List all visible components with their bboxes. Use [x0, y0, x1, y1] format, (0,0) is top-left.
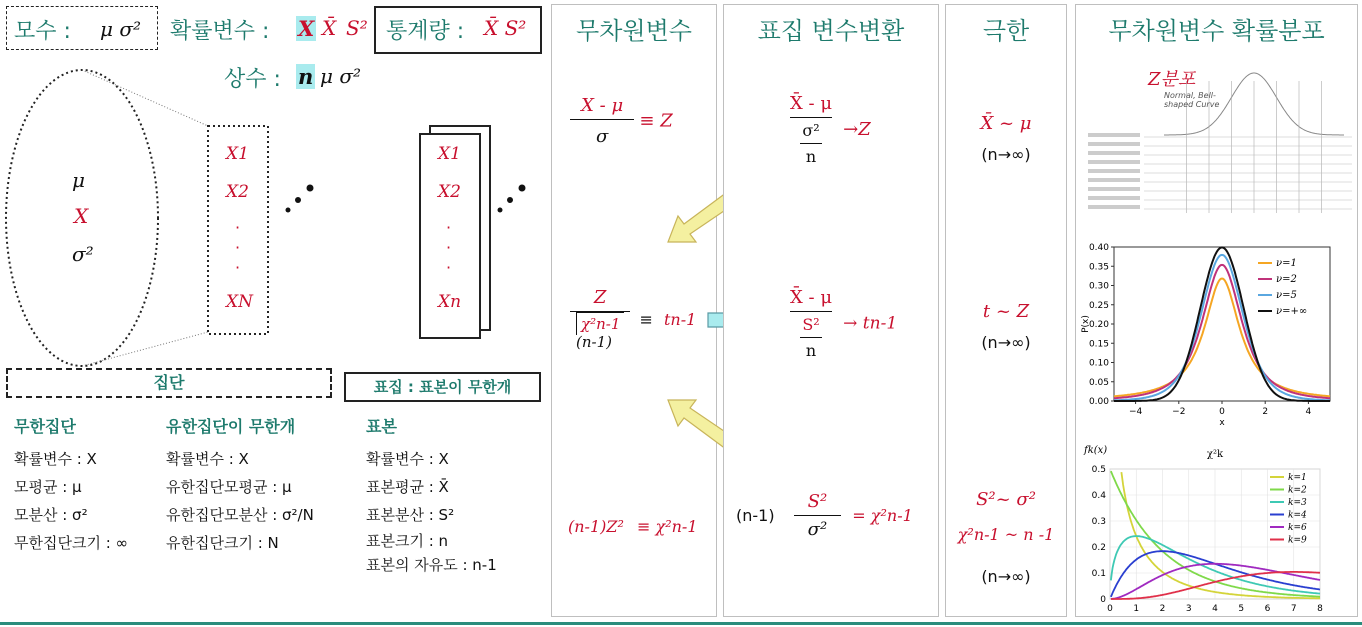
t-ytick-label: 0.10	[1088, 358, 1109, 369]
eq-s3-denominator: σ²	[794, 515, 842, 540]
sample-x2: X2	[226, 182, 249, 202]
info-col1-item: 확률변수 : X	[14, 450, 97, 468]
sampling-label-box	[344, 372, 541, 402]
sample-xn: XN	[226, 292, 253, 312]
panel-distributions	[1075, 4, 1358, 617]
chi-legend-label: k=9	[1288, 535, 1307, 546]
eq-chi-definition	[568, 517, 698, 536]
stack-dot-1: ·	[446, 218, 452, 237]
chi-legend-label: k=6	[1288, 523, 1307, 533]
eq-s3-rhs: = χ²n-1	[852, 506, 913, 525]
sample-x1: X1	[226, 144, 249, 164]
eq2-den-sub: (n-1)	[576, 333, 612, 351]
chi-ylabel: fk(x)	[1084, 445, 1108, 456]
info-col2-item: 유한집단크기 : N	[166, 534, 279, 552]
t-dist-chart	[1080, 235, 1355, 427]
normal-curve-chart	[1084, 65, 1354, 215]
t-xlabel: x	[1219, 418, 1225, 427]
eq-standardize	[570, 95, 673, 147]
panel-sampling	[723, 4, 939, 617]
panel-limit-title: 극한	[982, 17, 1030, 45]
eq-s1-den-num: σ²	[802, 121, 820, 140]
stack-x1: X1	[438, 144, 461, 164]
info-col1-item: 모평균 : μ	[14, 478, 82, 496]
chi-xtick-label: 6	[1264, 604, 1271, 614]
t-ytick-label: 0.40	[1088, 243, 1109, 253]
eq1-rhs: ≡ Z	[639, 110, 673, 132]
t-legend-label: ν=+∞	[1276, 306, 1308, 317]
eq-s2-rhs: → tn-1	[843, 313, 898, 334]
panel-dimensionless-title: 무차원변수	[576, 17, 692, 45]
chi-ytick-label: 0.1	[1091, 569, 1106, 579]
info-col-finite	[166, 414, 356, 557]
normal-caption: Normal, Bell-shaped Curve	[1164, 91, 1220, 109]
stack-dot-2: ·	[446, 238, 452, 257]
chi-ytick-label: 0.5	[1091, 465, 1106, 475]
chi-xtick-label: 2	[1159, 604, 1166, 614]
info-col3-title: 표본	[366, 417, 397, 436]
info-col1-item: 무한집단크기 : ∞	[14, 534, 129, 552]
bottom-rule	[0, 622, 1362, 625]
t-legend-label: ν=5	[1276, 290, 1297, 301]
random-var-x: X	[298, 16, 315, 41]
eq2-root: χ²n-1	[576, 312, 624, 335]
chi-ytick-label: 0.3	[1091, 517, 1106, 527]
stack-dot-3: ·	[446, 258, 452, 277]
eq-s1-rhs: →Z	[843, 119, 871, 140]
info-col-infinite	[14, 414, 164, 557]
info-col3-item: 표본평균 : X̄	[366, 478, 449, 496]
chi-ytick-label: 0.2	[1091, 543, 1106, 553]
z-dist-label: Z분포	[1148, 69, 1196, 90]
info-col1-title: 무한집단	[14, 417, 76, 436]
limit-1-cond: (n→∞)	[981, 145, 1031, 164]
normal-row-label	[1088, 178, 1140, 182]
chi-legend-label: k=2	[1288, 485, 1307, 496]
eq2-t: tn-1	[663, 309, 697, 329]
chi-xtick-label: 4	[1212, 604, 1218, 614]
info-col-sample	[366, 414, 546, 577]
constant-params: μ σ²	[320, 64, 362, 88]
t-ytick-label: 0.05	[1088, 377, 1109, 388]
constant-label: 상수 :	[224, 67, 281, 92]
sample-dot-3: ·	[235, 258, 241, 277]
statistic-label: 통계량 :	[386, 19, 465, 44]
chi-legend-label: k=1	[1288, 473, 1307, 483]
t-ytick-label: 0.00	[1088, 397, 1109, 407]
info-col2-item: 유한집단모평균 : μ	[166, 478, 292, 496]
group-label-box	[6, 368, 332, 398]
normal-row-label	[1088, 151, 1140, 155]
chi-legend-label: k=4	[1288, 510, 1307, 521]
population-sigma2: σ²	[72, 242, 94, 266]
chi-xtick-label: 5	[1238, 604, 1245, 614]
eq-sampling-t	[784, 287, 897, 360]
normal-row-label	[1088, 169, 1140, 173]
eq-s3-numerator: S²	[807, 491, 828, 512]
info-col3-item: 표본의 자유도 : n-1	[366, 556, 497, 574]
eq-s3-pre: (n-1)	[736, 506, 775, 525]
population-label: 모수 :	[14, 19, 71, 44]
population-params: μ σ²	[100, 17, 142, 41]
sampling-label: 표집 : 표본이 무한개	[373, 378, 512, 396]
random-var-xbar: X̄	[322, 16, 337, 40]
t-ytick-label: 0.15	[1088, 339, 1109, 350]
population-x: X	[74, 204, 89, 228]
eq-s1-den-den: n	[800, 143, 822, 166]
eq1-numerator: X - μ	[581, 95, 624, 116]
t-xtick-label: −2	[1172, 407, 1186, 417]
limit-2-cond: (n→∞)	[981, 333, 1031, 352]
population-mu: μ	[72, 168, 85, 192]
limit-1: X̄ ~ μ	[980, 113, 1032, 134]
normal-row-label	[1088, 187, 1140, 191]
t-ytick-label: 0.35	[1088, 262, 1109, 273]
sample-dot-1: ·	[235, 218, 241, 237]
t-plot-frame	[1114, 247, 1330, 401]
t-xtick-label: 4	[1305, 407, 1312, 417]
limit-4-cond: (n→∞)	[981, 567, 1031, 586]
chi-xtick-label: 0	[1107, 604, 1113, 614]
panel-sampling-title: 표집 변수변환	[757, 17, 905, 45]
chi-legend-label: k=3	[1288, 498, 1307, 508]
normal-row-label	[1088, 205, 1140, 209]
t-legend-label: ν=1	[1276, 258, 1297, 269]
info-col1-item: 모분산 : σ²	[14, 506, 88, 524]
normal-row-label	[1088, 196, 1140, 200]
info-col2-item: 유한집단모분산 : σ²/N	[166, 506, 314, 524]
info-col3-item: 표본분산 : S²	[366, 506, 455, 524]
eq3-rhs: ≡ χ²n-1	[637, 517, 698, 536]
panel-limit	[945, 4, 1067, 617]
stack-x2: X2	[438, 182, 461, 202]
eq-s2-den-num: S²	[802, 315, 820, 334]
chi-xtick-label: 1	[1133, 604, 1140, 614]
random-var-s2: S²	[346, 16, 368, 40]
limit-2: t ~ Z	[982, 301, 1030, 322]
limit-3: S²~ σ²	[976, 489, 1036, 510]
normal-row-label	[1088, 160, 1140, 164]
statistic-values: X̄ S²	[484, 16, 527, 40]
eq-s1-numerator: X̄ - μ	[790, 93, 833, 114]
t-legend-label: ν=2	[1276, 274, 1297, 285]
normal-row-label	[1088, 142, 1140, 146]
stack-xn: Xn	[438, 292, 462, 312]
eq-s2-numerator: X̄ - μ	[790, 287, 833, 308]
chi-ytick-label: 0	[1100, 595, 1106, 605]
group-label: 집단	[153, 373, 185, 392]
eq1-denominator: σ	[570, 119, 634, 147]
t-ytick-label: 0.20	[1088, 320, 1109, 330]
info-col3-item: 표본크기 : n	[366, 532, 449, 550]
eq2-numerator: Z	[593, 287, 607, 308]
eq-s2-den-den: n	[800, 337, 822, 360]
t-xtick-label: 2	[1262, 407, 1269, 417]
eq2-equiv: ≡	[639, 309, 653, 329]
eq3-lhs: (n-1)Z²	[568, 517, 624, 536]
chi-xtick-label: 3	[1185, 604, 1192, 614]
panel-distributions-title: 무차원변수 확률분포	[1108, 17, 1325, 45]
chi-title: χ²k	[1206, 449, 1224, 460]
info-col2-title: 유한집단이 무한개	[166, 417, 296, 436]
chi-ytick-label: 0.4	[1091, 491, 1106, 501]
eq-sampling-z	[784, 93, 871, 166]
chi-xtick-label: 8	[1317, 604, 1323, 614]
normal-row-label	[1088, 133, 1140, 137]
t-xtick-label: −4	[1128, 407, 1143, 417]
eq-sampling-chi	[736, 491, 913, 540]
t-ylabel: P(x)	[1081, 315, 1091, 333]
t-xtick-label: 0	[1219, 407, 1225, 417]
t-ytick-label: 0.25	[1088, 300, 1109, 311]
constant-n: n	[298, 64, 314, 89]
random-var-label: 확률변수 :	[170, 19, 270, 44]
t-ytick-label: 0.30	[1088, 281, 1109, 292]
chi-xtick-label: 7	[1290, 604, 1297, 614]
info-col2-item: 확률변수 : X	[166, 450, 249, 468]
sample-dot-2: ·	[235, 238, 241, 257]
info-col3-item: 확률변수 : X	[366, 450, 449, 468]
limit-4: χ²n-1 ~ n -1	[957, 525, 1055, 544]
chi2-dist-chart	[1080, 437, 1355, 617]
